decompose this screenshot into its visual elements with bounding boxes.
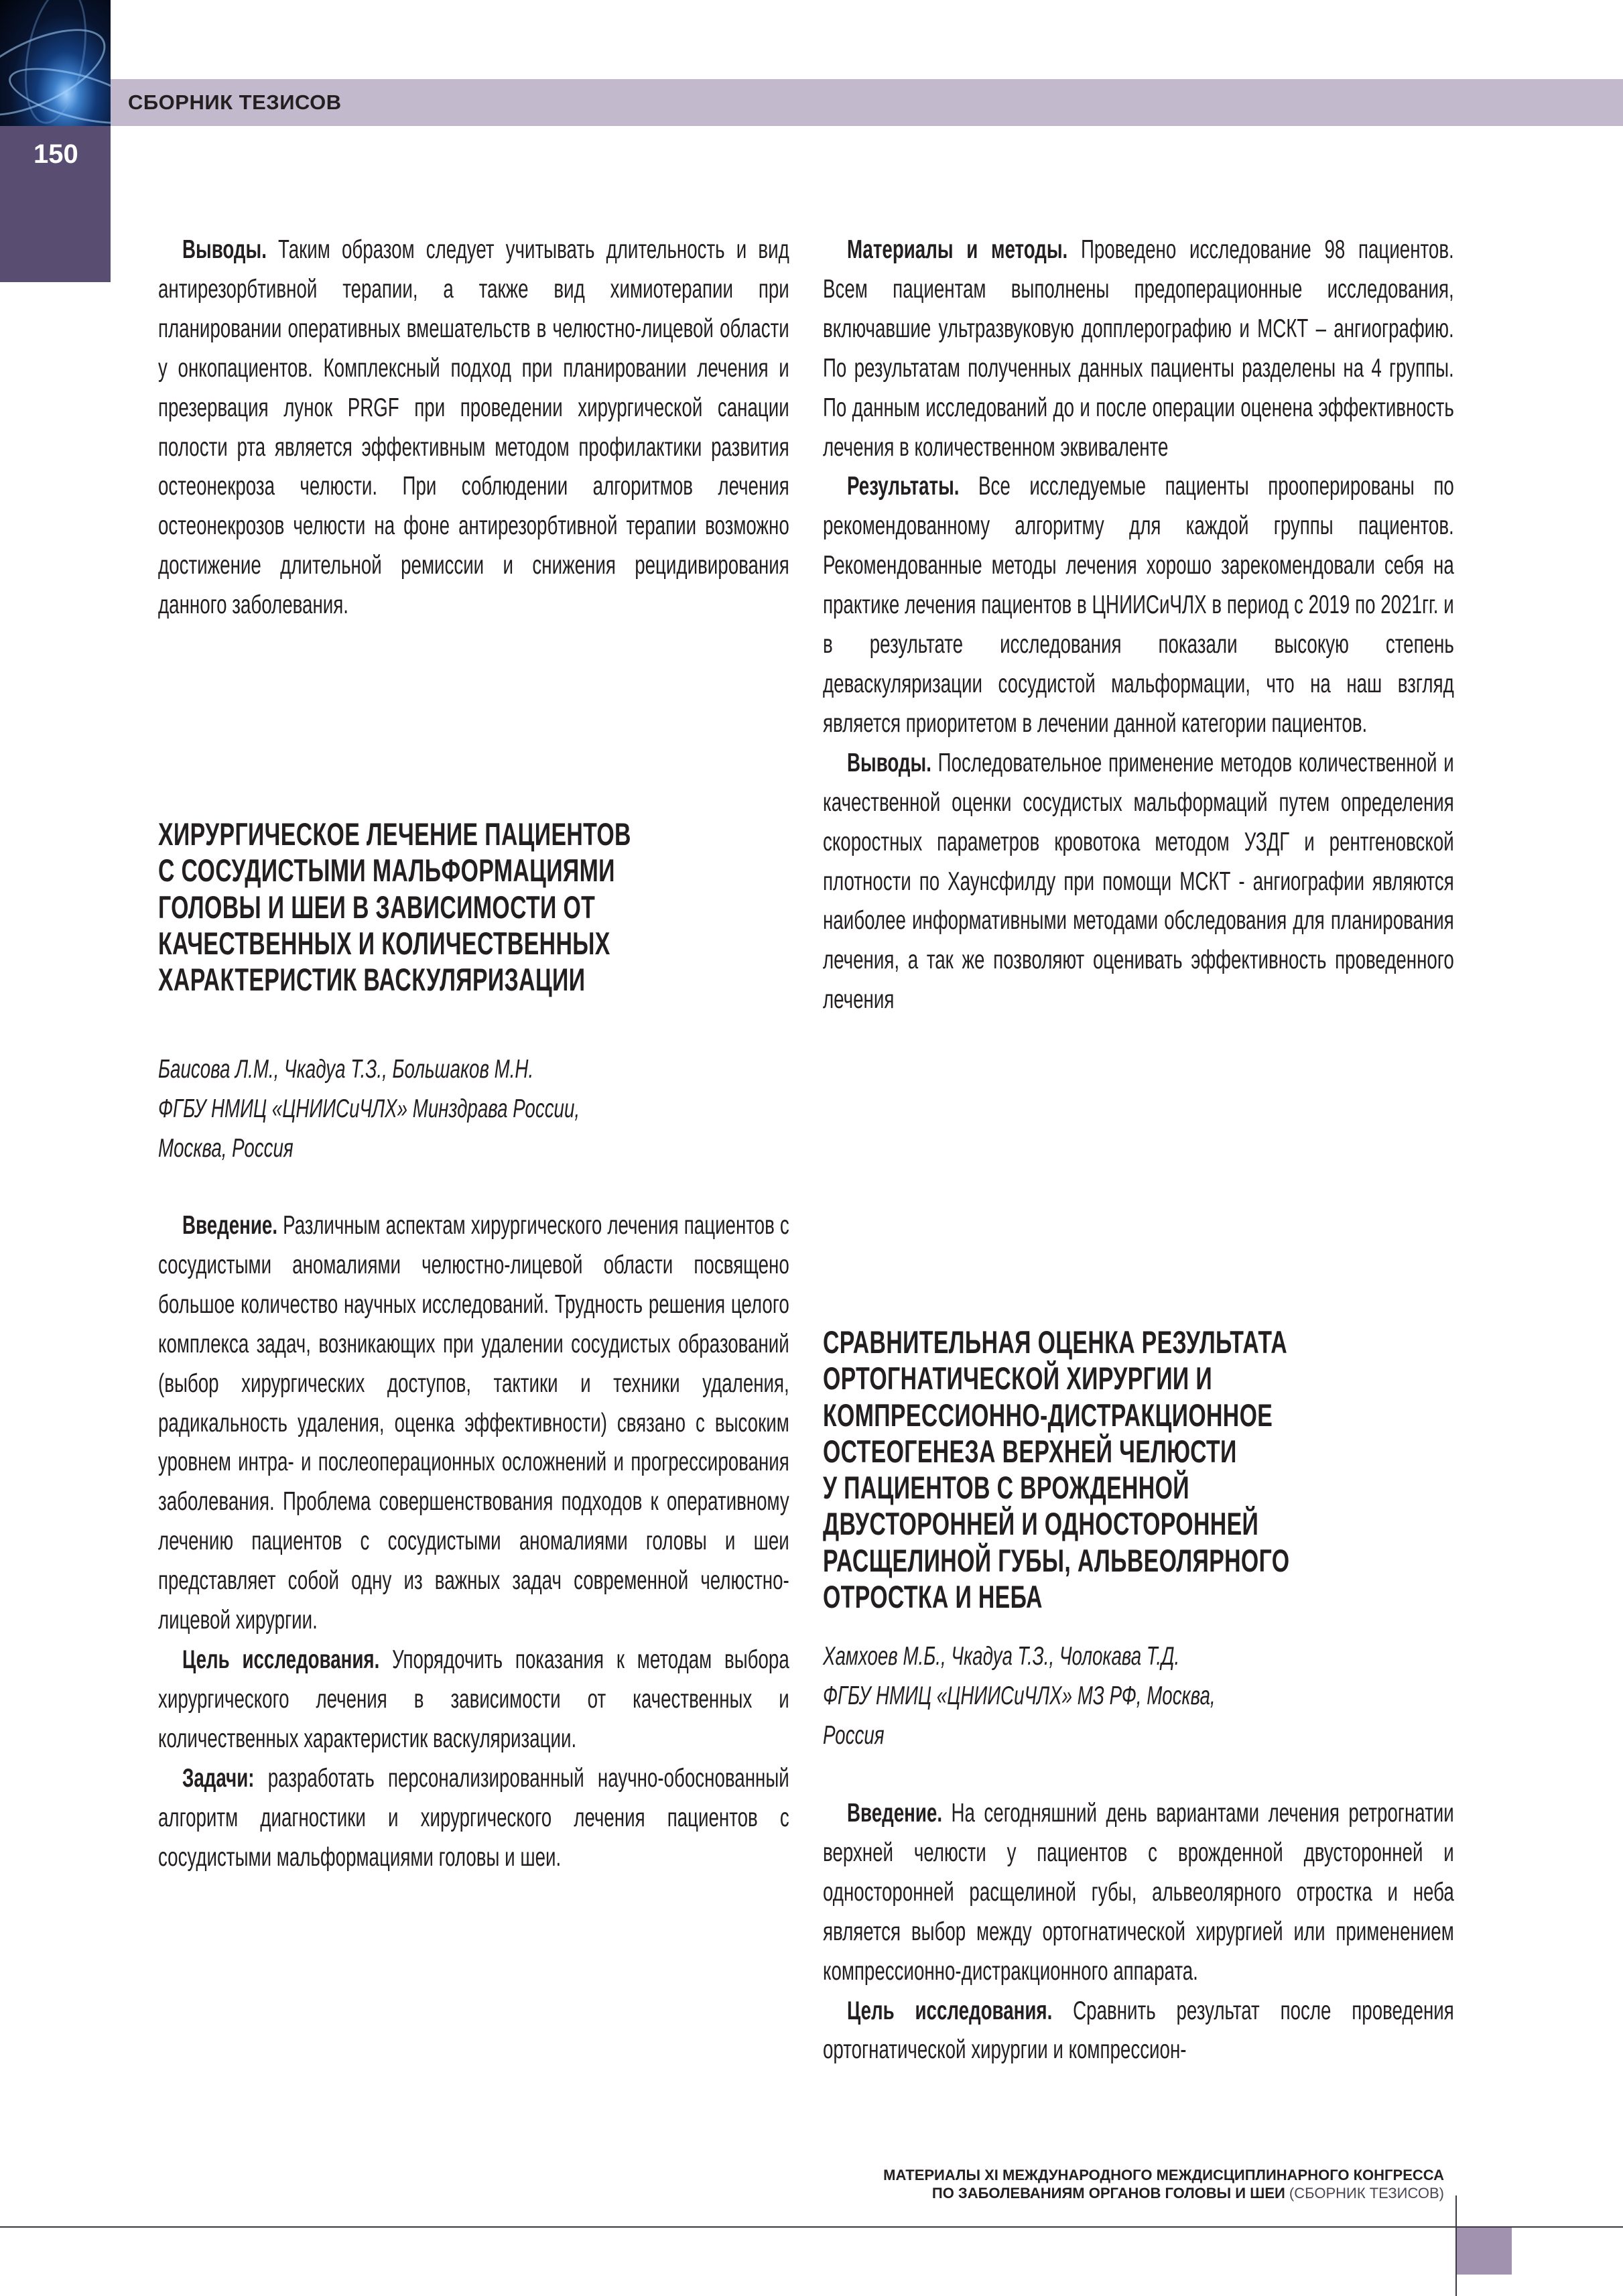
- paragraph-label: Введение.: [847, 1799, 943, 1828]
- footer-conference-title: [883, 2166, 1444, 2202]
- paragraph-text: Различным аспектам хирургического лечения пациентов с сосудистыми аномалиями челюстно-лицевой области посвящено большое количество научных исследований. Трудность решения целого комплекса задач, возникающих при удалении сосудистых образований (выбор хирургических доступов, тактики и техники удаления, радикальность удаления, оценка эффективности) связано с высоким уровнем интра- и послеоперационных осложнений и прогрессирования заболевания. Проблема совершенствования подходов к оперативному лечению пациентов с сосудистыми аномалиями головы и шеи представляет собой одну из важных задач современной челюстно-лицевой хирургии.: [158, 1211, 789, 1635]
- paragraph-intro: [823, 1794, 1454, 1992]
- paragraph-aim: [158, 1641, 789, 1759]
- paragraph-text: Сравнить результат после проведения ортогнатической хирургии и компрессион-: [823, 1996, 1454, 2065]
- paragraph-conclusions-prev: [158, 231, 789, 625]
- title-line: ОРТОГНАТИЧЕСКОЙ ХИРУРГИИ И: [823, 1360, 1213, 1397]
- left-article-authors: [158, 1050, 789, 1169]
- paragraph-label: Цель исследования.: [182, 1645, 380, 1674]
- left-article-body: [158, 1206, 789, 1877]
- paragraph-text: Все исследуемые пациенты прооперированы по рекомендованному алгоритму для каждой группы пациентов. Рекомендованные методы лечения хорошо зарекомендовали себя на практике лечения пациентов в ЦНИИСиЧЛХ в период с 2019 по 2021гг. и в результате исследования показали высокую степень деваскуляризации сосудистой мальформации, что на наш взгляд является приоритетом в лечении данной категории пациентов.: [823, 472, 1454, 738]
- paragraph-label: Выводы.: [847, 748, 931, 777]
- right-article-body: [823, 1794, 1454, 2070]
- right-article-authors: [823, 1637, 1454, 1756]
- affiliation-city: Москва, Россия: [158, 1133, 294, 1163]
- page-number: 150: [34, 139, 78, 169]
- footer-line-2-bold: ПО ЗАБОЛЕВАНИЯМ ОРГАНОВ ГОЛОВЫ И ШЕИ: [931, 2185, 1285, 2202]
- footer-divider: [0, 2226, 1623, 2228]
- header-band: [111, 79, 1623, 126]
- authors: Хамхоев М.Б., Чкадуа Т.З., Чолокава Т.Д.: [823, 1642, 1180, 1671]
- section-title: СБОРНИК ТЕЗИСОВ: [128, 90, 342, 114]
- paragraph-label: Выводы.: [182, 235, 267, 264]
- left-column: [158, 231, 789, 625]
- paragraph-text: Последовательное применение методов количественной и качественной оценки сосудистых мальформаций путем определения скоростных параметров кровотока методом УЗДГ и рентгеновской плотности по Хаунсфилду при помощи МСКТ - ангиографии являются наиболее информативными методами обследования для планирования лечения, а так же позволяют оценивать эффективность проведенного лечения: [823, 748, 1454, 1015]
- paragraph-label: Введение.: [182, 1211, 278, 1240]
- paragraph-label: Материалы и методы.: [847, 235, 1068, 264]
- title-line: ОТРОСТКА И НЕБА: [823, 1579, 1043, 1615]
- title-line: ДВУСТОРОННЕЙ И ОДНОСТОРОННЕЙ: [823, 1506, 1259, 1542]
- paragraph-text: Упорядочить показания к методам выбора хирургического лечения в зависимости от качественных и количественных характеристик васкуляризации.: [158, 1645, 789, 1753]
- left-article-heading: [158, 816, 789, 998]
- footer-line-2: [883, 2184, 1444, 2202]
- right-article-heading: [823, 1324, 1454, 1615]
- title-line: КОМПРЕССИОННО-ДИСТРАКЦИОННОЕ: [823, 1397, 1273, 1433]
- footer-line-2-light: (СБОРНИК ТЕЗИСОВ): [1285, 2185, 1444, 2202]
- paragraph-tasks: [158, 1759, 789, 1878]
- paragraph-text: Таким образом следует учитывать длительность и вид антирезорбтивной терапии, а также вид химиотерапии при планировании оперативных вмешательств в челюстно-лицевой области у онкопациентов. Комплексный подход при планировании лечения и презервация лунок PRGF при проведении хирургической санации полости рта является эффективным методом профилактики развития остеонекроза челюсти. При соблюдении алгоритмов лечения остеонекрозов челюсти на фоне антирезорбтивной терапии возможно достижение длительной ремиссии и снижения рецидивирования данного заболевания.: [158, 235, 789, 620]
- page-number-block: [0, 126, 111, 282]
- title-line: СРАВНИТЕЛЬНАЯ ОЦЕНКА РЕЗУЛЬТАТА: [823, 1324, 1288, 1360]
- title-line: С СОСУДИСТЫМИ МАЛЬФОРМАЦИЯМИ: [158, 852, 615, 889]
- paragraph-text: разработать персонализированный научно-обоснованный алгоритм диагностики и хирургического лечения пациентов с сосудистыми мальформациями головы и шеи.: [158, 1763, 789, 1872]
- affiliation: ФГБУ НМИЦ «ЦНИИСиЧЛХ» Минздрава России,: [158, 1094, 580, 1123]
- paragraph-aim: [823, 1992, 1454, 2071]
- title-line: ОСТЕОГЕНЕЗА ВЕРХНЕЙ ЧЕЛЮСТИ: [823, 1433, 1237, 1469]
- right-column-top: [823, 231, 1454, 1020]
- paragraph-intro: [158, 1206, 789, 1641]
- paragraph-label: Цель исследования.: [847, 1996, 1053, 2025]
- title-line: ХАРАКТЕРИСТИК ВАСКУЛЯРИЗАЦИИ: [158, 962, 586, 998]
- footer-line-1: МАТЕРИАЛЫ XI МЕЖДУНАРОДНОГО МЕЖДИСЦИПЛИНАРНОГО КОНГРЕССА: [883, 2167, 1444, 2183]
- paragraph-methods: [823, 231, 1454, 467]
- article-title: [158, 816, 789, 998]
- paragraph-text: Проведено исследование 98 пациентов. Всем пациентам выполнены предоперационные исследования, включавшие ультразвуковую допплерографию и МСКТ – ангиографию. По результатам полученных данных пациенты разделены на 4 группы. По данным исследований до и после операции оценена эффективность лечения в количественном эквиваленте: [823, 235, 1454, 462]
- paragraph-results: [823, 467, 1454, 743]
- paragraph-label: Результаты.: [847, 472, 960, 501]
- title-line: У ПАЦИЕНТОВ С ВРОЖДЕННОЙ: [823, 1470, 1189, 1506]
- title-line: ГОЛОВЫ И ШЕИ В ЗАВИСИМОСТИ ОТ: [158, 889, 596, 925]
- title-line: ХИРУРГИЧЕСКОЕ ЛЕЧЕНИЕ ПАЦИЕНТОВ: [158, 816, 631, 852]
- paragraph-conclusions: [823, 744, 1454, 1020]
- header-decorative-image: [0, 0, 111, 126]
- affiliation: ФГБУ НМИЦ «ЦНИИСиЧЛХ» МЗ РФ, Москва,: [823, 1681, 1216, 1710]
- article-title: [823, 1324, 1454, 1615]
- footer-accent-box: [1457, 2228, 1512, 2275]
- paragraph-label: Задачи:: [182, 1763, 255, 1793]
- authors: Баисова Л.М., Чкадуа Т.З., Большаков М.Н.: [158, 1055, 534, 1084]
- title-line: КАЧЕСТВЕННЫХ И КОЛИЧЕСТВЕННЫХ: [158, 925, 610, 961]
- paragraph-text: На сегодняшний день вариантами лечения ретрогнатии верхней челюсти у пациентов с врожденной двусторонней и односторонней расщелиной губы, альвеолярного отростка и неба является выбор между ортогнатической хирургией или применением компрессионно-дистракционного аппарата.: [823, 1799, 1454, 1986]
- affiliation-city: Россия: [823, 1720, 885, 1750]
- title-line: РАСЩЕЛИНОЙ ГУБЫ, АЛЬВЕОЛЯРНОГО: [823, 1542, 1290, 1578]
